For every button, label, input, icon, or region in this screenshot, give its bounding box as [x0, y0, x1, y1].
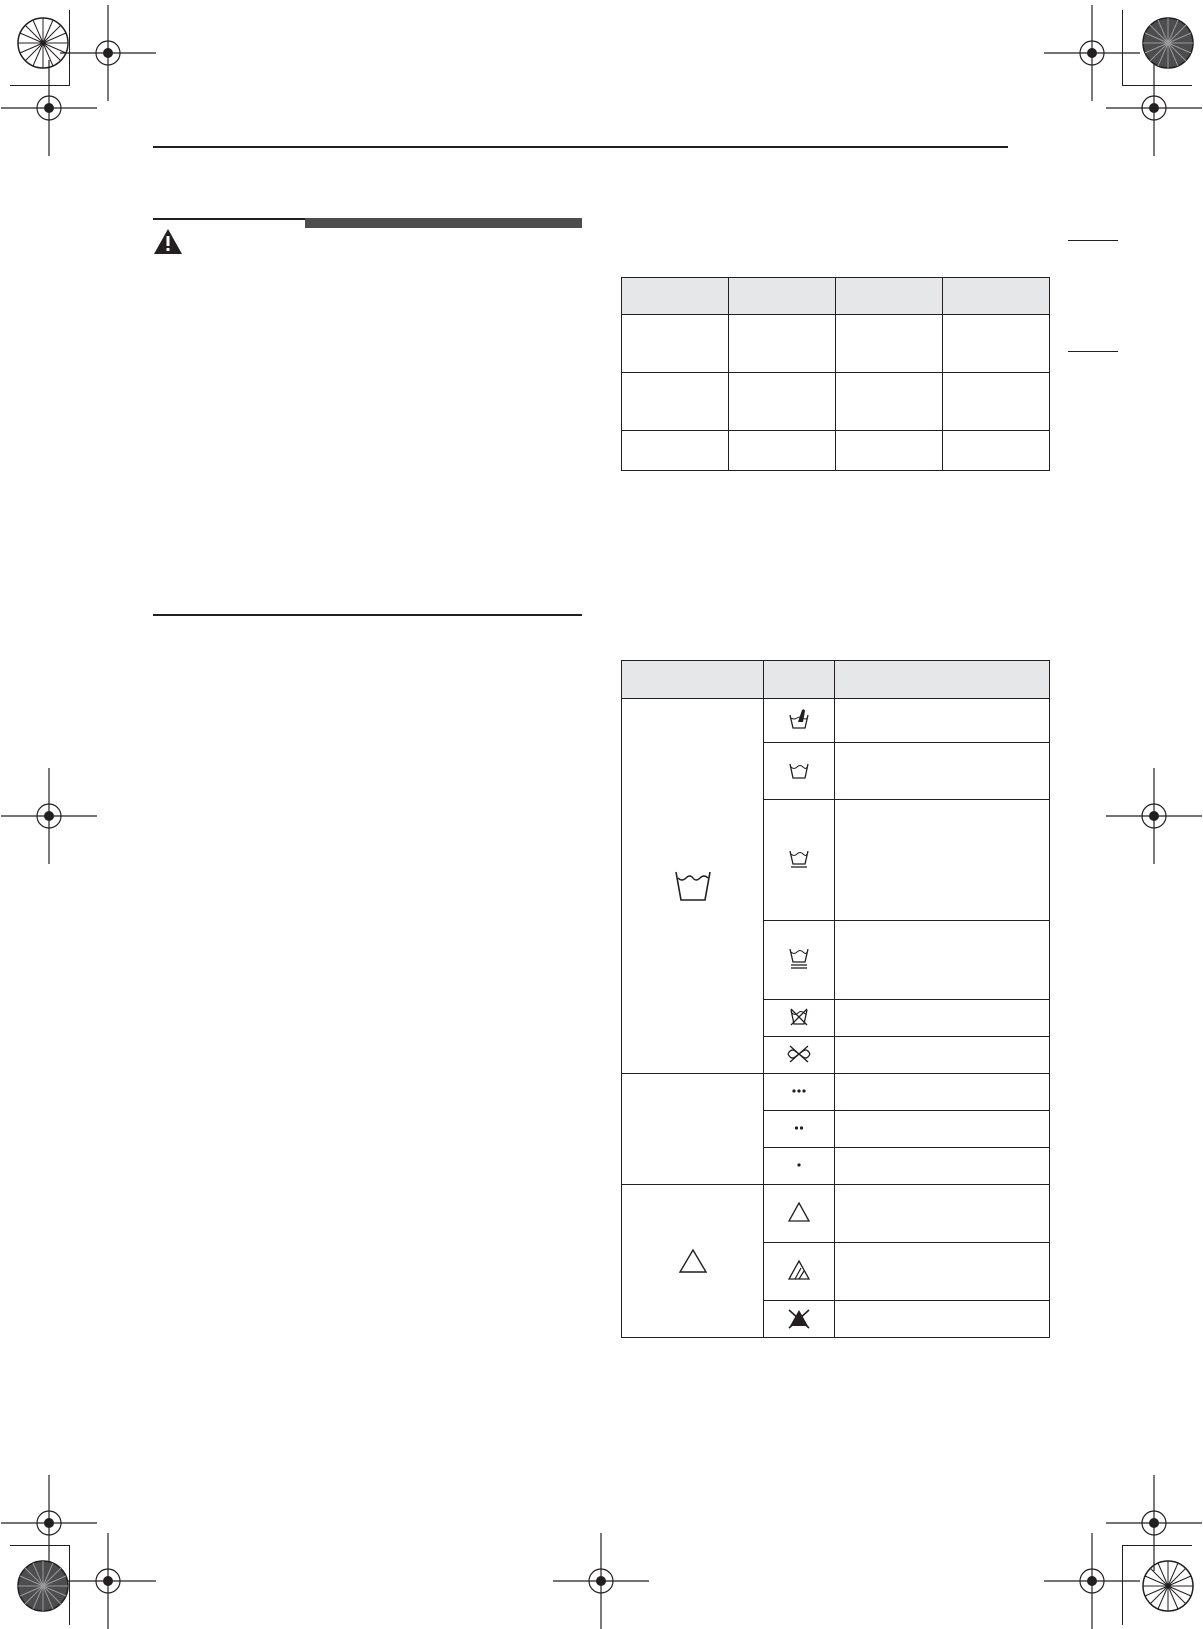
table-cell	[836, 431, 943, 471]
table-cell	[835, 1185, 1050, 1243]
table-header-cell	[622, 661, 764, 699]
do-not-wring-icon	[764, 1037, 835, 1074]
table-header-row	[622, 278, 1050, 315]
registration-mark-right-mid	[1106, 768, 1202, 864]
warning-triangle-icon	[153, 228, 183, 255]
washing-tub-icon	[622, 699, 764, 1074]
do-not-wash-icon	[764, 1000, 835, 1037]
registration-mark-bottom-1	[60, 1533, 156, 1629]
bleach-triangle-icon	[622, 1185, 764, 1338]
crop-line	[1122, 1545, 1123, 1625]
table-cell	[943, 315, 1050, 373]
table-header-cell	[729, 278, 836, 315]
bleach-any-icon	[764, 1185, 835, 1243]
table-cell	[835, 1037, 1050, 1074]
crop-line	[10, 85, 70, 86]
table-header-cell	[836, 278, 943, 315]
registration-mark-bottom-center	[553, 1533, 649, 1629]
starburst-target-top-left	[16, 16, 70, 70]
one-dot-icon	[764, 1148, 835, 1185]
table-cell	[622, 373, 729, 431]
table-cell	[835, 743, 1050, 800]
table-header-cell	[943, 278, 1050, 315]
table-cell	[835, 699, 1050, 743]
bleach-non-chlorine-icon	[764, 1243, 835, 1301]
crop-line	[1122, 85, 1192, 86]
table-row	[622, 1185, 1050, 1243]
table-cell	[835, 1074, 1050, 1111]
registration-mark-right-top	[1106, 60, 1202, 156]
crop-line	[1122, 1545, 1192, 1546]
table-cell	[729, 431, 836, 471]
crop-line	[10, 1545, 70, 1546]
table-row	[622, 699, 1050, 743]
registration-mark-bottom-2	[1044, 1533, 1140, 1629]
care-symbols-table	[621, 660, 1050, 1338]
table-cell	[622, 1074, 764, 1185]
table-cell	[943, 373, 1050, 431]
warning-rule	[153, 218, 305, 220]
side-tab-rule	[1068, 351, 1118, 352]
table-cell	[835, 1000, 1050, 1037]
table-cell	[729, 373, 836, 431]
table-header-row	[622, 661, 1050, 699]
table-row	[622, 373, 1050, 431]
wash-gentle-icon	[764, 800, 835, 921]
table-cell	[835, 1243, 1050, 1301]
table-header-cell	[835, 661, 1050, 699]
table-cell	[622, 315, 729, 373]
registration-mark-left-top	[1, 60, 97, 156]
table-cell	[729, 315, 836, 373]
two-dots-icon	[764, 1111, 835, 1148]
table-cell	[835, 1111, 1050, 1148]
table-cell	[836, 373, 943, 431]
table-cell	[835, 1301, 1050, 1338]
starburst-target-bottom-left	[16, 1559, 70, 1613]
wash-normal-icon	[764, 743, 835, 800]
side-tab-rule	[1068, 240, 1118, 241]
table-row	[622, 431, 1050, 471]
crop-line	[1122, 10, 1123, 85]
warning-bar	[305, 218, 582, 228]
do-not-bleach-icon	[764, 1301, 835, 1338]
wash-very-gentle-icon	[764, 921, 835, 1000]
hand-wash-icon	[764, 699, 835, 743]
starburst-target-top-right	[1141, 16, 1195, 70]
registration-mark-left-mid	[1, 768, 97, 864]
table-cell	[943, 431, 1050, 471]
table-cell	[622, 431, 729, 471]
top-table	[621, 277, 1050, 471]
table-header-cell	[622, 278, 729, 315]
starburst-target-bottom-right	[1141, 1559, 1195, 1613]
header-rule	[153, 146, 1008, 148]
table-cell	[835, 1148, 1050, 1185]
three-dots-icon	[764, 1074, 835, 1111]
section-rule	[153, 614, 582, 616]
table-header-cell	[764, 661, 835, 699]
table-row	[622, 315, 1050, 373]
table-cell	[835, 921, 1050, 1000]
table-row	[622, 1074, 1050, 1111]
table-cell	[835, 800, 1050, 921]
table-cell	[836, 315, 943, 373]
